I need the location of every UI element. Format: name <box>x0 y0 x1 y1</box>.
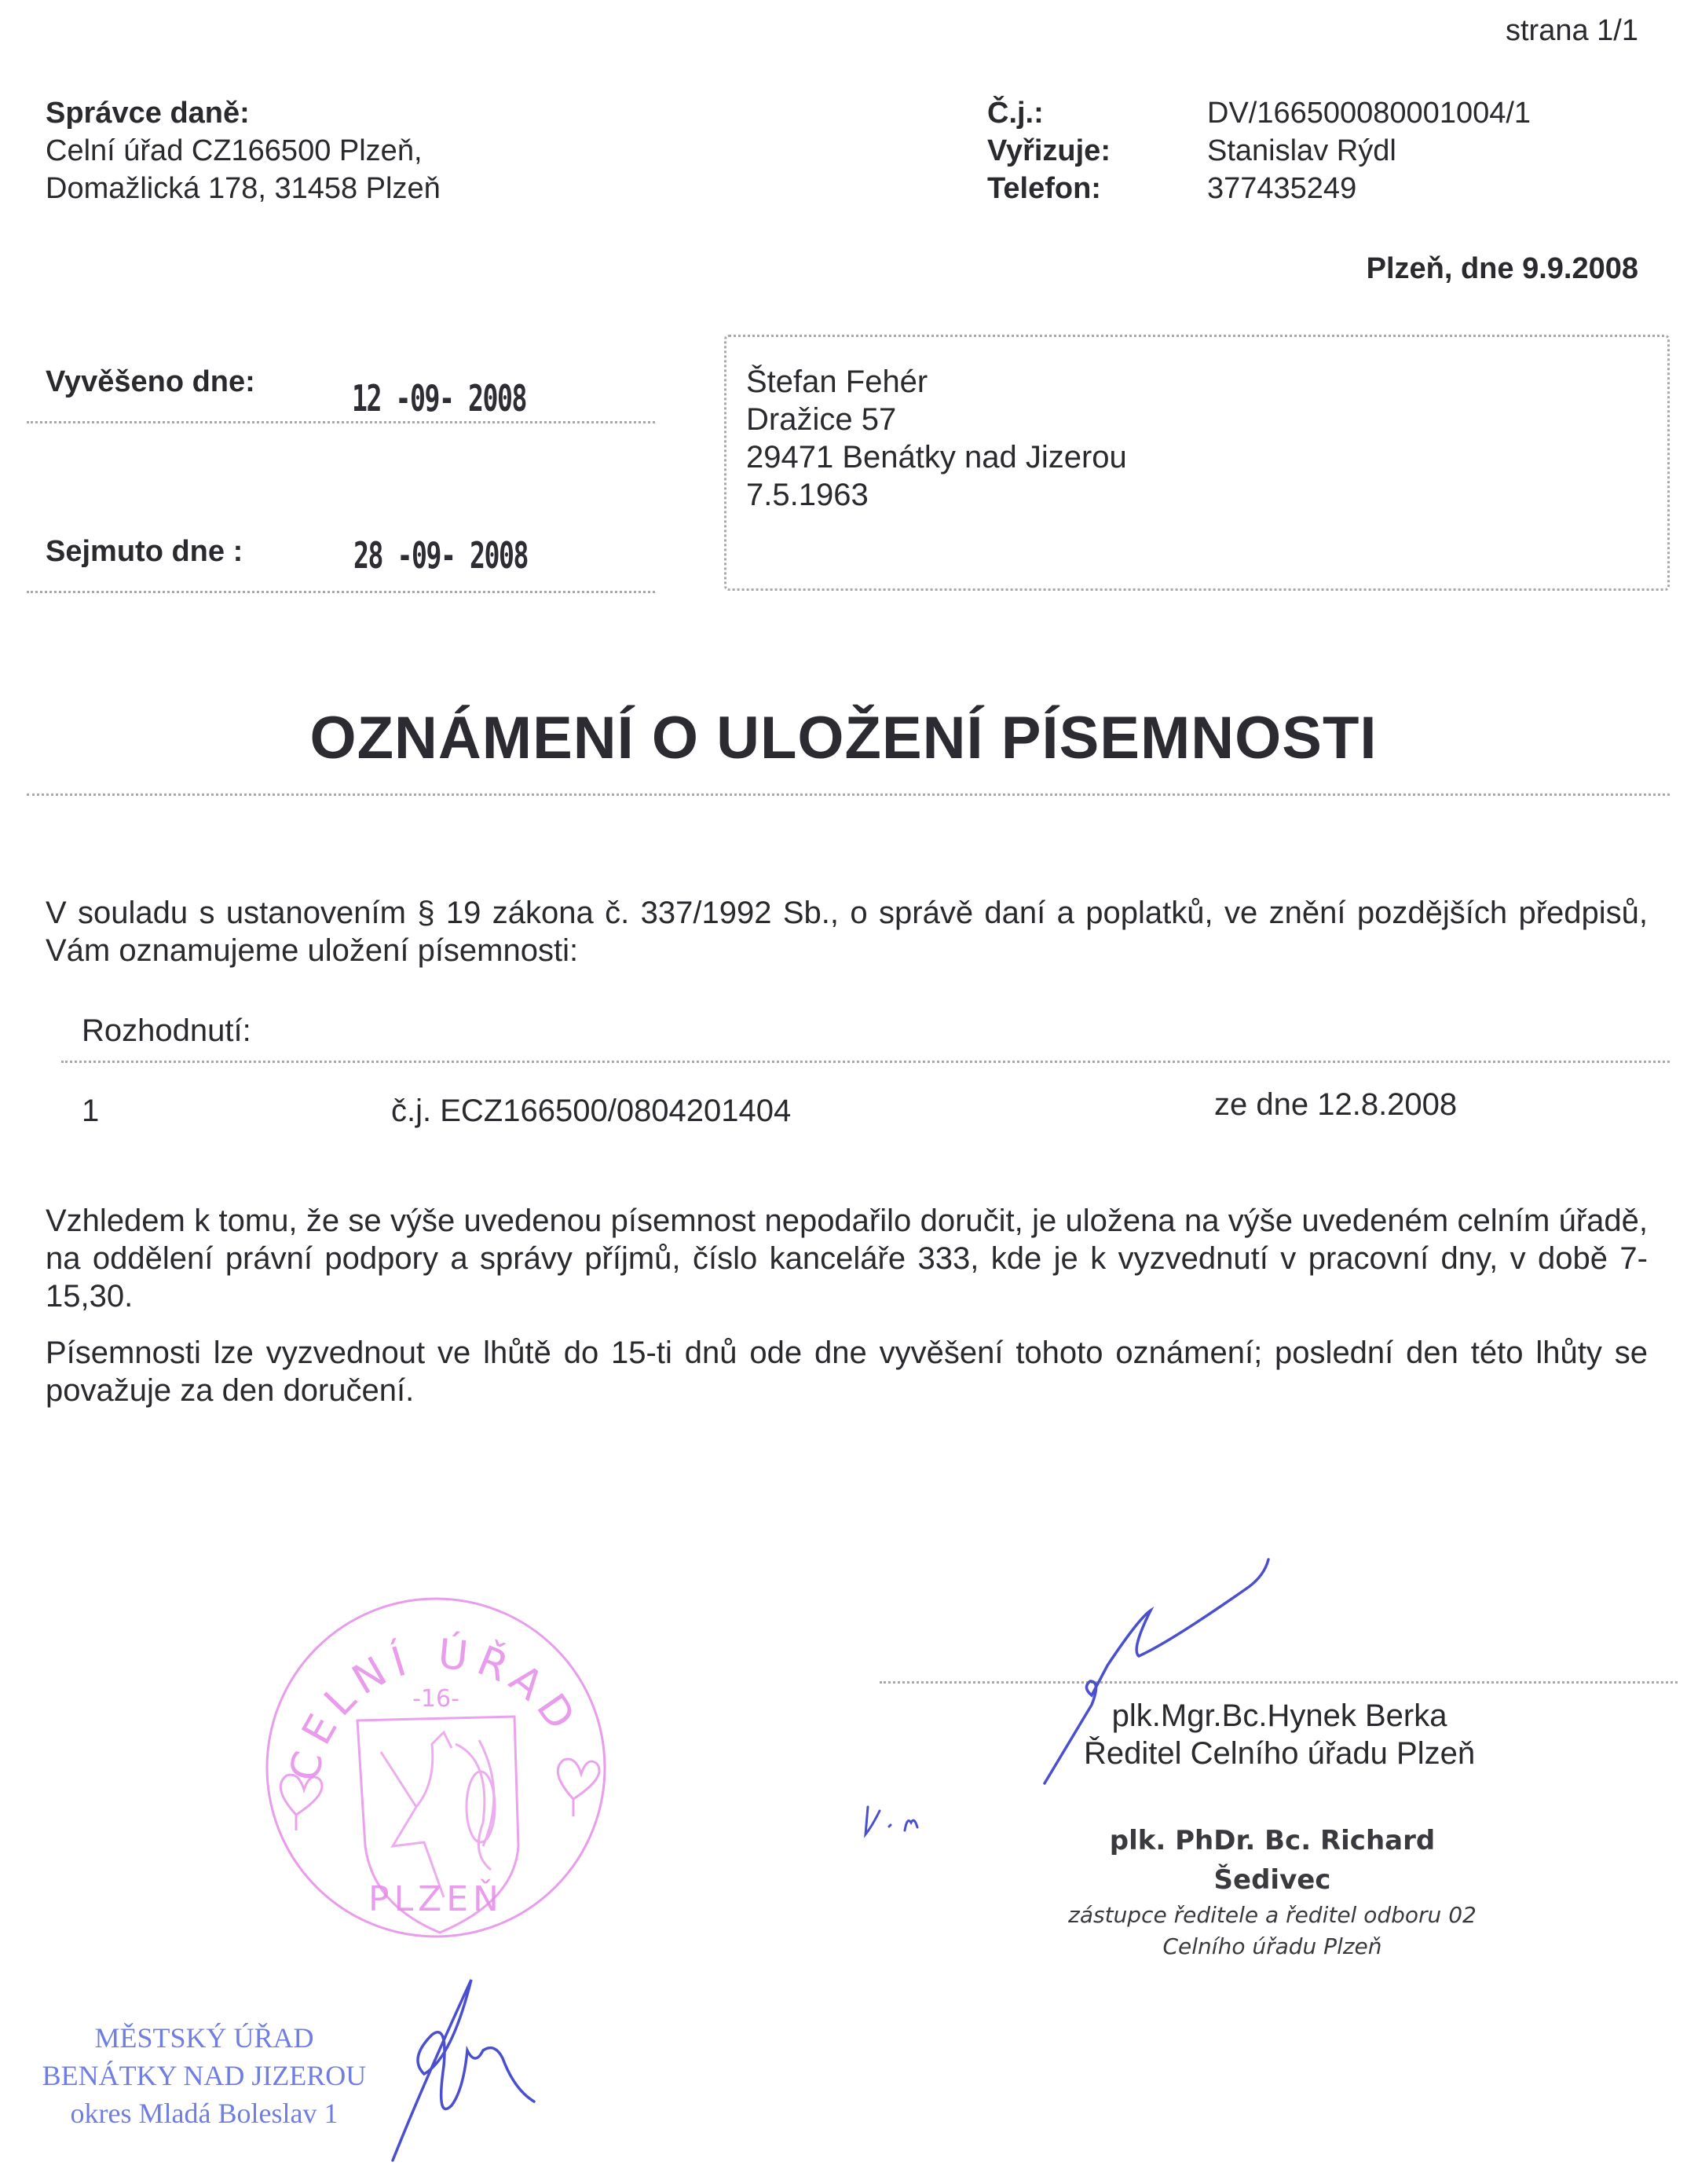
phone-value: 377435249 <box>1207 172 1357 205</box>
decision-date: ze dne 12.8.2008 <box>1214 1087 1458 1122</box>
tax-administrator-address: Domažlická 178, 31458 Plzeň <box>46 172 441 205</box>
customs-office-stamp <box>255 1587 617 1948</box>
intro-paragraph: V souladu s ustanovením § 19 zákona č. 337/1992 Sb., o správě daní a poplatků, ve znění pozdějších předpisů, Vám oznamujeme uložení písemnosti: <box>46 896 1648 968</box>
tax-administrator-block <box>46 94 441 207</box>
ref-label: Č.j.: <box>987 97 1044 130</box>
recipient-birth-date: 7.5.1963 <box>746 478 869 512</box>
town-stamp-line1: MĚSTSKÝ ÚŘAD <box>94 2022 314 2054</box>
deputy-role-line2: Celního úřadu Plzeň <box>1162 1933 1382 1959</box>
posted-label: Vyvěšeno dne: <box>46 365 255 398</box>
decision-reference: č.j. ECZ166500/0804201404 <box>391 1094 792 1128</box>
reference-values <box>1207 94 1531 207</box>
posted-date-stamp: 12 -09- 2008 <box>352 377 527 420</box>
pickup-paragraph: Vzhledem k tomu, že se výše uvedenou písemnost nepodařilo doručit, je uložena na výše uvedeném celním úřadě, na oddělení právní podpory a správy příjmů, číslo kanceláře 333, kde je k vyzvednutí v pracovní dny, v době 7-15,30. <box>46 1204 1648 1314</box>
town-official-signature <box>377 1964 565 2168</box>
ref-value: DV/166500080001004/1 <box>1207 97 1531 130</box>
removed-date-stamp: 28 -09- 2008 <box>353 534 529 577</box>
tax-administrator-name: Celní úřad CZ166500 Plzeň, <box>46 134 423 167</box>
phone-label: Telefon: <box>987 172 1101 205</box>
decision-divider <box>61 1061 1670 1063</box>
recipient-name: Štefan Fehér <box>746 365 928 399</box>
stamp-top-text: CELNÍ ÚŘAD <box>280 1630 588 1786</box>
on-behalf-initials <box>864 1799 927 1846</box>
posted-divider <box>27 421 655 423</box>
town-stamp-line2: BENÁTKY NAD JIZEROU <box>42 2060 367 2091</box>
town-office-stamp <box>12 2019 397 2132</box>
page-indicator: strana 1/1 <box>1506 14 1638 47</box>
handler-value: Stanislav Rýdl <box>1207 134 1396 167</box>
removed-label: Sejmuto dne : <box>46 535 243 568</box>
signatory-name: plk.Mgr.Bc.Hynek Berka <box>1111 1698 1447 1733</box>
linden-leaf-left-icon <box>280 1775 322 1830</box>
town-stamp-line3: okres Mladá Boleslav 1 <box>70 2098 338 2129</box>
recipient-street: Dražice 57 <box>746 402 897 437</box>
removed-divider <box>27 591 655 593</box>
decision-number: 1 <box>82 1094 100 1128</box>
place-and-date: Plzeň, dne 9.9.2008 <box>1366 252 1638 285</box>
signatory-position: Ředitel Celního úřadu Plzeň <box>1084 1736 1476 1771</box>
deadline-paragraph: Písemnosti lze vyzvednout ve lhůtě do 15-ti dnů ode dne vyvěšení tohoto oznámení; poslední den této lhůty se považuje za den doručení. <box>46 1336 1648 1408</box>
czech-lion-icon <box>381 1732 495 1897</box>
deputy-name: plk. PhDr. Bc. Richard Šedivec <box>1109 1825 1436 1896</box>
title-divider <box>27 793 1670 796</box>
reference-labels <box>987 94 1111 207</box>
linden-leaf-right-icon <box>558 1759 599 1816</box>
deputy-signatory-block <box>1052 1821 1492 1962</box>
decision-label: Rozhodnutí: <box>82 1013 251 1048</box>
director-signature <box>1013 1556 1406 1791</box>
handler-label: Vyřizuje: <box>987 134 1111 167</box>
tax-administrator-label: Správce daně: <box>46 97 250 130</box>
deputy-role-line1: zástupce ředitele a ředitel odboru 02 <box>1068 1902 1477 1928</box>
recipient-address <box>746 363 1127 514</box>
document-title: OZNÁMENÍ O ULOŽENÍ PÍSEMNOSTI <box>309 705 1378 771</box>
stamp-bottom-text: PLZEŇ <box>368 1879 503 1919</box>
deputy-role <box>1052 1900 1492 1962</box>
stamp-number: -16- <box>412 1685 459 1713</box>
recipient-city: 29471 Benátky nad Jizerou <box>746 440 1127 475</box>
